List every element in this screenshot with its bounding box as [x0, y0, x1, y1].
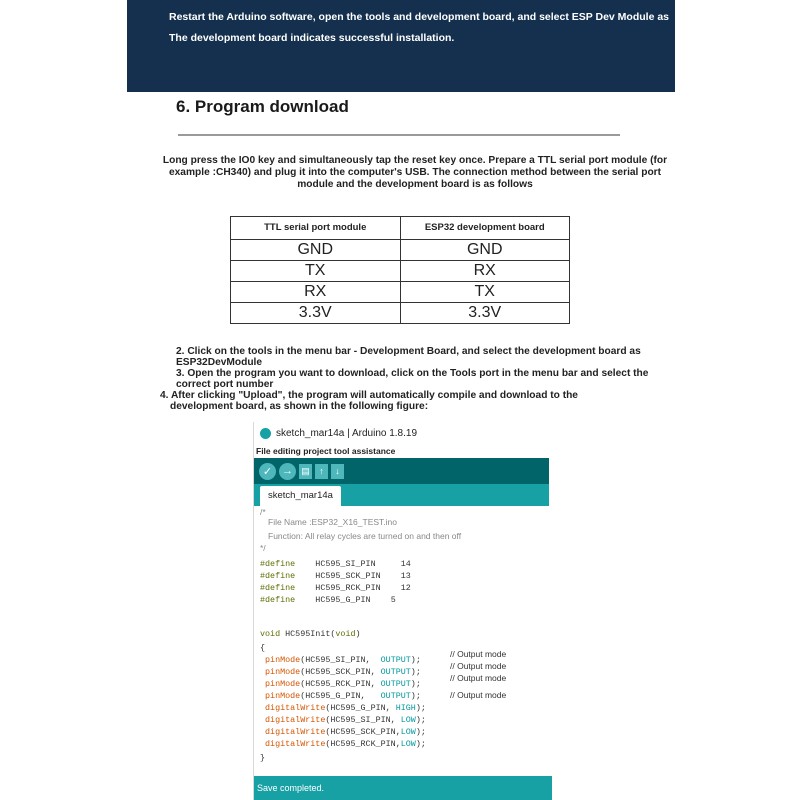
table-row: [231, 240, 570, 261]
ide-window-title: sketch_mar14a | Arduino 1.8.19: [276, 427, 418, 439]
define-keyword: #define: [260, 559, 296, 569]
verify-icon[interactable]: ✓: [259, 463, 276, 480]
function-signature: [260, 629, 361, 639]
call-const: HIGH: [395, 703, 416, 713]
intro-paragraph: [155, 155, 675, 191]
code-call-line: [260, 739, 426, 749]
define-keyword: #define: [260, 571, 296, 581]
call-end: );: [415, 739, 426, 749]
code-call-line: [260, 679, 421, 689]
func-name: HC595Init(: [280, 629, 336, 639]
call-args: (HC595_G_PIN,: [325, 703, 396, 713]
intro-line-2: example :CH340) and plug it into the computer's USB. The connection method between the serial port: [168, 167, 662, 178]
intro-line-3: module and the development board is as follows: [297, 179, 533, 190]
table-cell: GND: [231, 240, 401, 261]
define-value: 5: [390, 595, 396, 605]
status-message: Save completed.: [257, 783, 325, 793]
call-end: );: [410, 691, 421, 701]
define-pad: [371, 595, 391, 605]
define-pad: [381, 571, 401, 581]
call-args: (HC595_G_PIN,: [300, 691, 381, 701]
upload-icon[interactable]: →: [279, 463, 296, 480]
call-end: );: [410, 667, 421, 677]
define-keyword: #define: [260, 583, 296, 593]
call-const: OUTPUT: [380, 691, 411, 701]
output-mode-note: // Output mode: [450, 649, 507, 659]
step-4-line-1: 4. After clicking "Upload", the program will automatically compile and download to the: [160, 390, 578, 401]
call-end: );: [415, 727, 426, 737]
connection-table: [230, 216, 570, 324]
call-fn: pinMode: [265, 667, 301, 677]
call-args: (HC595_SCK_PIN,: [325, 727, 401, 737]
ide-status-bar: [254, 776, 552, 800]
define-name: HC595_G_PIN: [315, 595, 371, 605]
call-fn: pinMode: [265, 679, 301, 689]
define-value: 13: [400, 571, 411, 581]
define-value: 12: [400, 583, 411, 593]
ide-menu-text[interactable]: File editing project tool assistance: [256, 446, 396, 456]
call-args: (HC595_SI_PIN,: [325, 715, 401, 725]
table-cell: TX: [231, 261, 401, 282]
call-const: LOW: [400, 727, 416, 737]
table-cell: GND: [400, 240, 570, 261]
header-esp32-board: ESP32 development board: [400, 217, 570, 240]
comment-function: Function: All relay cycles are turned on and then off: [268, 531, 462, 541]
call-fn: pinMode: [265, 655, 301, 665]
output-mode-note: // Output mode: [450, 661, 507, 671]
call-end: );: [410, 655, 421, 665]
define-pad: [376, 559, 401, 569]
define-name: HC595_SI_PIN: [315, 559, 376, 569]
code-call-line: [260, 703, 426, 713]
step-3-line-2: correct port number: [176, 379, 274, 390]
code-call-line: [260, 667, 421, 677]
define-value: 14: [400, 559, 411, 569]
output-mode-note: // Output mode: [450, 673, 507, 683]
instruction-banner: [127, 0, 675, 92]
call-args: (HC595_RCK_PIN,: [325, 739, 401, 749]
table-row: [231, 282, 570, 303]
ide-titlebar: [254, 422, 549, 444]
define-pad: [381, 583, 401, 593]
table-cell: RX: [400, 261, 570, 282]
define-keyword: #define: [260, 595, 296, 605]
save-file-icon[interactable]: ↓: [331, 464, 344, 479]
call-fn: digitalWrite: [265, 703, 326, 713]
code-call-line: [260, 727, 426, 737]
banner-line-1: Restart the Arduino software, open the tools and development board, and select ESP Dev Module as: [169, 11, 670, 23]
func-close: ): [355, 629, 361, 639]
open-file-icon[interactable]: ↑: [315, 464, 328, 479]
call-const: LOW: [400, 715, 416, 725]
comment-file-name: File Name :ESP32_X16_TEST.ino: [268, 517, 397, 527]
call-args: (HC595_SCK_PIN,: [300, 667, 381, 677]
step-2-line-1: 2. Click on the tools in the menu bar - Development Board, and select the development board as: [176, 346, 641, 357]
section-title: 6. Program download: [176, 97, 349, 116]
table-header-row: [231, 217, 570, 240]
steps-list: [160, 346, 680, 412]
table-cell: 3.3V: [231, 303, 401, 324]
ide-menubar[interactable]: [254, 444, 549, 458]
define-line: [260, 595, 396, 605]
call-const: OUTPUT: [380, 655, 411, 665]
banner-line-2: The development board indicates successful installation.: [169, 32, 455, 44]
arduino-ide-screenshot: [253, 422, 549, 800]
call-end: );: [415, 715, 426, 725]
define-name: HC595_SCK_PIN: [315, 571, 381, 581]
brace-close: }: [260, 753, 266, 763]
call-end: );: [410, 679, 421, 689]
code-call-line: [260, 715, 426, 725]
call-fn: digitalWrite: [265, 739, 326, 749]
call-const: OUTPUT: [380, 667, 411, 677]
ide-toolbar: [254, 458, 549, 484]
step-4-line-2: development board, as shown in the following figure:: [170, 401, 429, 412]
comment-open: /*: [260, 507, 266, 517]
call-fn: digitalWrite: [265, 715, 326, 725]
func-arg: void: [335, 629, 356, 639]
tab-sketch[interactable]: sketch_mar14a: [260, 486, 341, 506]
code-call-line: [260, 691, 421, 701]
define-name: HC595_RCK_PIN: [315, 583, 381, 593]
ide-tabbar: [254, 484, 549, 506]
define-line: [260, 583, 411, 593]
table-row: [231, 303, 570, 324]
call-const: LOW: [400, 739, 416, 749]
define-line: [260, 571, 411, 581]
func-return-type: void: [260, 629, 281, 639]
arduino-logo-icon: [260, 428, 271, 439]
header-ttl-module: TTL serial port module: [231, 217, 401, 240]
comment-close: */: [260, 543, 266, 553]
table-row: [231, 261, 570, 282]
section-divider: [178, 134, 620, 136]
new-file-icon[interactable]: ▤: [299, 464, 312, 479]
output-mode-note: // Output mode: [450, 690, 507, 700]
call-end: );: [415, 703, 426, 713]
call-args: (HC595_SI_PIN,: [300, 655, 381, 665]
define-line: [260, 559, 411, 569]
call-const: OUTPUT: [380, 679, 411, 689]
step-3-line-1: 3. Open the program you want to download, click on the Tools port in the menu bar and select the: [176, 368, 649, 379]
code-call-line: [260, 655, 421, 665]
brace-open: {: [260, 643, 266, 653]
table-cell: RX: [231, 282, 401, 303]
code-editor[interactable]: [254, 506, 549, 774]
step-2-line-2: ESP32DevModule: [176, 357, 263, 368]
call-fn: pinMode: [265, 691, 301, 701]
call-fn: digitalWrite: [265, 727, 326, 737]
table-cell: 3.3V: [400, 303, 570, 324]
call-args: (HC595_RCK_PIN,: [300, 679, 381, 689]
intro-line-1: Long press the IO0 key and simultaneously tap the reset key once. Prepare a TTL serial port module (for: [162, 155, 668, 166]
table-cell: TX: [400, 282, 570, 303]
